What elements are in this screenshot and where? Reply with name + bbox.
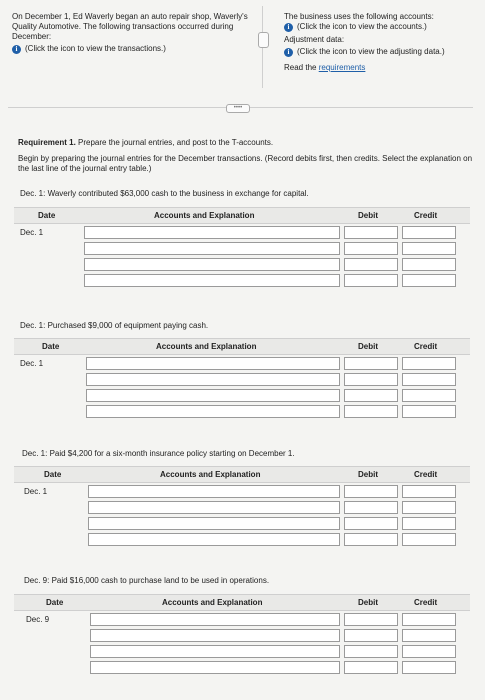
debit-input[interactable]: [344, 661, 398, 674]
intro-panel: [12, 12, 248, 54]
credit-input[interactable]: [402, 258, 456, 271]
accounts-text: The business uses the following accounts:: [284, 12, 434, 21]
journal-table-1: [14, 207, 470, 288]
entry-date: Dec. 1: [24, 487, 48, 496]
debit-input[interactable]: [344, 533, 398, 546]
table-row: [14, 256, 470, 272]
adjustment-label: Adjustment data:: [284, 35, 345, 44]
read-prefix: Read the: [284, 63, 319, 72]
debit-header: Debit: [358, 470, 378, 479]
entry-date: Dec. 9: [26, 615, 50, 624]
account-input[interactable]: [90, 629, 340, 642]
read-requirements-line: [284, 63, 480, 73]
debit-header: Debit: [358, 342, 378, 351]
accounts-link[interactable]: (Click the icon to view the accounts.): [297, 22, 427, 31]
explanation-input[interactable]: [90, 661, 340, 674]
account-input[interactable]: [90, 613, 340, 626]
account-input[interactable]: [88, 517, 340, 530]
account-input[interactable]: [86, 373, 340, 386]
credit-input[interactable]: [402, 405, 456, 418]
debit-header: Debit: [358, 211, 378, 220]
table-header: [14, 594, 470, 611]
credit-input[interactable]: [402, 613, 456, 626]
date-header: Date: [38, 211, 56, 220]
transactions-link[interactable]: (Click the icon to view the transactions.): [25, 44, 166, 53]
debit-input[interactable]: [344, 645, 398, 658]
date-header: Date: [42, 342, 60, 351]
table-row: [14, 483, 470, 499]
adjusting-info-line[interactable]: [284, 47, 480, 57]
account-input[interactable]: [84, 226, 340, 239]
debit-input[interactable]: [344, 274, 398, 287]
debit-input[interactable]: [344, 485, 398, 498]
accounts-header: Accounts and Explanation: [154, 211, 255, 220]
horizontal-drag-handle[interactable]: ••••: [226, 104, 250, 113]
table-row: [14, 224, 470, 240]
credit-input[interactable]: [402, 645, 456, 658]
table-header: [14, 207, 470, 224]
credit-header: Credit: [414, 470, 438, 479]
table-row: [14, 371, 470, 387]
table-row: [14, 272, 470, 288]
table-row: [14, 403, 470, 419]
credit-input[interactable]: [402, 242, 456, 255]
debit-input[interactable]: [344, 389, 398, 402]
table-header: [14, 338, 470, 355]
accounts-info-line[interactable]: [284, 22, 480, 32]
credit-input[interactable]: [402, 501, 456, 514]
table-row: [14, 515, 470, 531]
credit-header: Credit: [414, 598, 438, 607]
account-input[interactable]: [86, 357, 340, 370]
credit-input[interactable]: [402, 661, 456, 674]
table-row: [14, 643, 470, 659]
table-row: [14, 387, 470, 403]
credit-header: Credit: [414, 342, 438, 351]
credit-input[interactable]: [402, 517, 456, 530]
debit-input[interactable]: [344, 226, 398, 239]
date-header: Date: [46, 598, 64, 607]
debit-input[interactable]: [344, 373, 398, 386]
credit-input[interactable]: [402, 485, 456, 498]
credit-input[interactable]: [402, 533, 456, 546]
info-icon[interactable]: i: [284, 48, 293, 57]
table-row: [14, 499, 470, 515]
requirements-link[interactable]: requirements: [318, 63, 366, 72]
credit-input[interactable]: [402, 274, 456, 287]
credit-input[interactable]: [402, 373, 456, 386]
requirement-title-rest: Prepare the journal entries, and post to the T-accounts.: [75, 138, 274, 147]
info-icon[interactable]: i: [12, 45, 21, 54]
credit-input[interactable]: [402, 226, 456, 239]
account-input[interactable]: [84, 242, 340, 255]
account-input[interactable]: [88, 485, 340, 498]
table-row: [14, 611, 470, 627]
debit-input[interactable]: [344, 242, 398, 255]
debit-input[interactable]: [344, 613, 398, 626]
table-row: [14, 240, 470, 256]
entry-3-title: Dec. 1: Paid $4,200 for a six-month insurance policy starting on December 1.: [22, 449, 295, 458]
account-input[interactable]: [84, 258, 340, 271]
side-panel: [284, 12, 480, 73]
table-row: [14, 531, 470, 547]
accounts-header: Accounts and Explanation: [156, 342, 257, 351]
explanation-input[interactable]: [88, 533, 340, 546]
debit-input[interactable]: [344, 517, 398, 530]
entry-4-title: Dec. 9: Paid $16,000 cash to purchase land to be used in operations.: [24, 576, 270, 585]
debit-input[interactable]: [344, 357, 398, 370]
transactions-info-line[interactable]: [12, 44, 248, 54]
accounts-header: Accounts and Explanation: [160, 470, 261, 479]
table-row: [14, 659, 470, 675]
info-icon[interactable]: i: [284, 23, 293, 32]
credit-input[interactable]: [402, 357, 456, 370]
entry-2-title: Dec. 1: Purchased $9,000 of equipment paying cash.: [20, 321, 209, 330]
requirement-title-bold: Requirement 1.: [18, 138, 76, 147]
explanation-input[interactable]: [84, 274, 340, 287]
table-header: [14, 466, 470, 483]
requirement-instructions: Begin by preparing the journal entries for the December transactions. (Record debits first, then credits. Select the explanation on the last line of the journal entry table.): [18, 154, 473, 173]
credit-header: Credit: [414, 211, 438, 220]
entry-1-title: Dec. 1: Waverly contributed $63,000 cash to the business in exchange for capital.: [20, 189, 309, 198]
account-input[interactable]: [90, 645, 340, 658]
account-input[interactable]: [88, 501, 340, 514]
adjusting-link[interactable]: (Click the icon to view the adjusting data.): [297, 47, 445, 56]
table-row: [14, 627, 470, 643]
entry-date: Dec. 1: [20, 228, 44, 237]
debit-header: Debit: [358, 598, 378, 607]
credit-input[interactable]: [402, 389, 456, 402]
table-row: [14, 355, 470, 371]
explanation-input[interactable]: [86, 405, 340, 418]
requirement-heading: [18, 138, 474, 148]
debit-input[interactable]: [344, 501, 398, 514]
debit-input[interactable]: [344, 405, 398, 418]
entry-date: Dec. 1: [20, 359, 44, 368]
debit-input[interactable]: [344, 629, 398, 642]
accounts-header: Accounts and Explanation: [162, 598, 263, 607]
date-header: Date: [44, 470, 62, 479]
journal-table-2: [14, 338, 470, 419]
vertical-drag-handle[interactable]: [258, 32, 269, 48]
intro-text: On December 1, Ed Waverly began an auto repair shop, Waverly's Quality Automotive. The following transactions occurred during December:: [12, 12, 248, 41]
journal-table-3: [14, 466, 470, 547]
debit-input[interactable]: [344, 258, 398, 271]
account-input[interactable]: [86, 389, 340, 402]
journal-table-4: [14, 594, 470, 675]
credit-input[interactable]: [402, 629, 456, 642]
